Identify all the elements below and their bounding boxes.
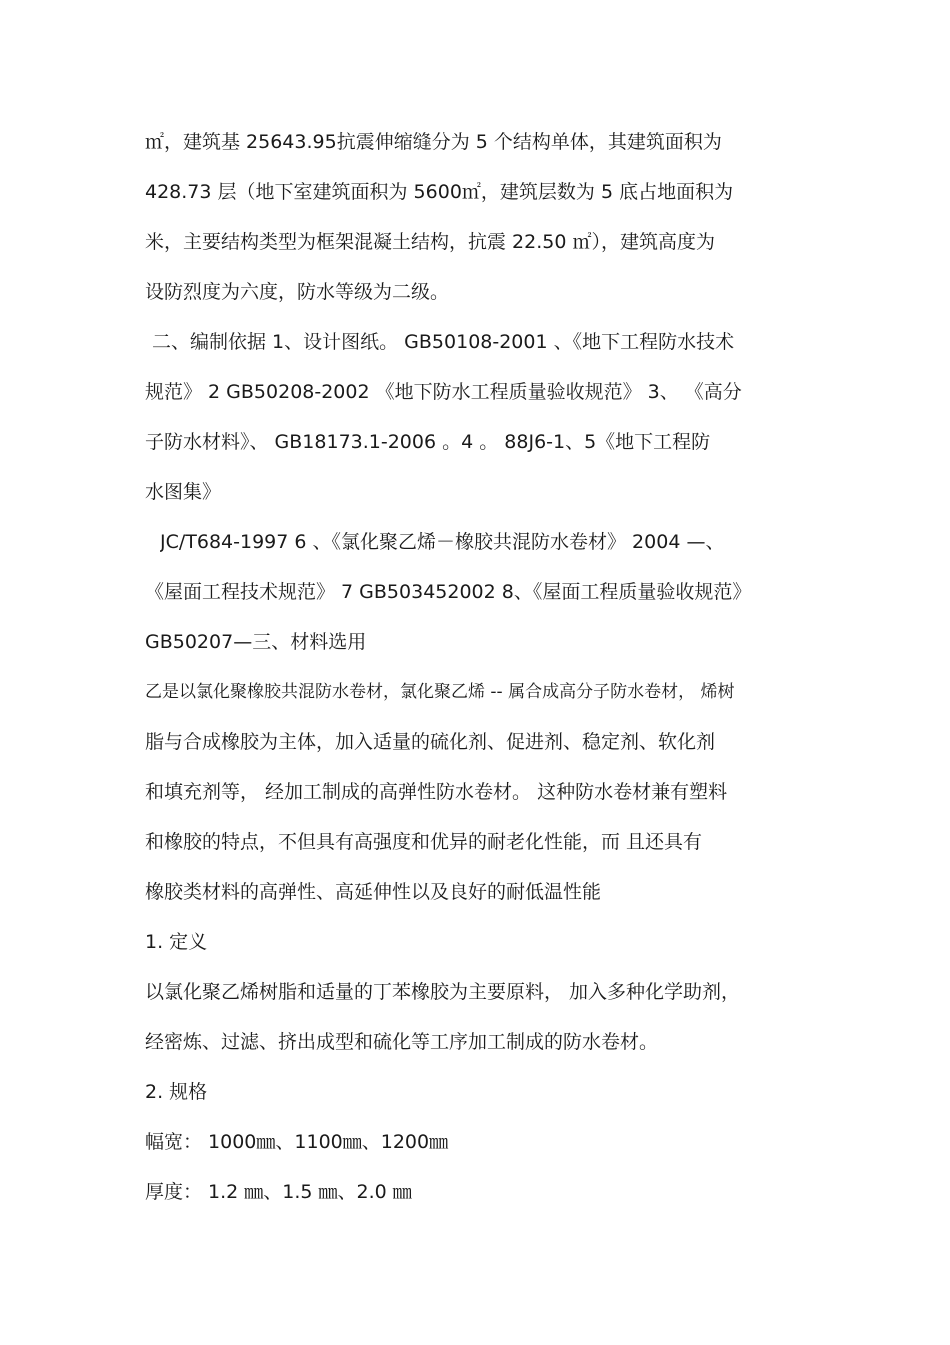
text-line-7: 子防水材料》、 GB18173.1-2006 。4 。 88J6-1、5《地下工程防 bbox=[145, 431, 711, 453]
text-line-9: JC/T684-1997 6 、《氯化聚乙烯－橡胶共混防水卷材》 2004 —、 bbox=[160, 531, 725, 553]
text-line-15: 和橡胶的特点，不但具有高强度和优异的耐老化性能，而 且还具有 bbox=[145, 831, 703, 853]
spec-width: 幅宽： 1000㎜、1100㎜、1200㎜ bbox=[145, 1131, 449, 1153]
text-line-6: 规范》 2 GB50208-2002 《地下防水工程质量验收规范》 3、 《高分 bbox=[145, 381, 742, 403]
section-heading-materials: GB50207—三、材料选用 bbox=[145, 631, 367, 653]
text-line-10: 《屋面工程技术规范》 7 GB503452002 8、《屋面工程质量验收规范》 bbox=[145, 581, 752, 603]
text-line-4: 设防烈度为六度，防水等级为二级。 bbox=[145, 281, 450, 303]
text-line-3: 米，主要结构类型为框架混凝土结构，抗震 22.50 ㎡），建筑高度为 bbox=[145, 231, 715, 253]
text-line-19: 经密炼、过滤、挤出成型和硫化等工序加工制成的防水卷材。 bbox=[145, 1031, 659, 1053]
subheading-definition: 1. 定义 bbox=[145, 931, 208, 953]
text-line-13: 脂与合成橡胶为主体，加入适量的硫化剂、促进剂、稳定剂、软化剂 bbox=[145, 731, 716, 753]
text-line-12: 乙是以氯化聚橡胶共混防水卷材，氯化聚乙烯 -- 属合成高分子防水卷材， 烯树 bbox=[145, 682, 735, 702]
text-line-8: 水图集》 bbox=[145, 481, 222, 503]
text-line-18: 以氯化聚乙烯树脂和适量的丁苯橡胶为主要原料， 加入多种化学助剂， bbox=[145, 981, 741, 1003]
spec-thickness: 厚度： 1.2 ㎜、1.5 ㎜、2.0 ㎜ bbox=[145, 1181, 412, 1203]
section-heading-basis: 二、编制依据 1、设计图纸。 GB50108-2001 、《地下工程防水技术 bbox=[152, 331, 735, 353]
text-line-2: 428.73 层（地下室建筑面积为 5600㎡，建筑层数为 5 底占地面积为 bbox=[145, 181, 734, 203]
text-line-14: 和填充剂等， 经加工制成的高弹性防水卷材。 这种防水卷材兼有塑料 bbox=[145, 781, 728, 803]
text-line-16: 橡胶类材料的高弹性、高延伸性以及良好的耐低温性能 bbox=[145, 881, 602, 903]
subheading-specification: 2. 规格 bbox=[145, 1081, 208, 1103]
text-line-1: ㎡，建筑基 25643.95抗震伸缩缝分为 5 个结构单体，其建筑面积为 bbox=[145, 131, 722, 153]
